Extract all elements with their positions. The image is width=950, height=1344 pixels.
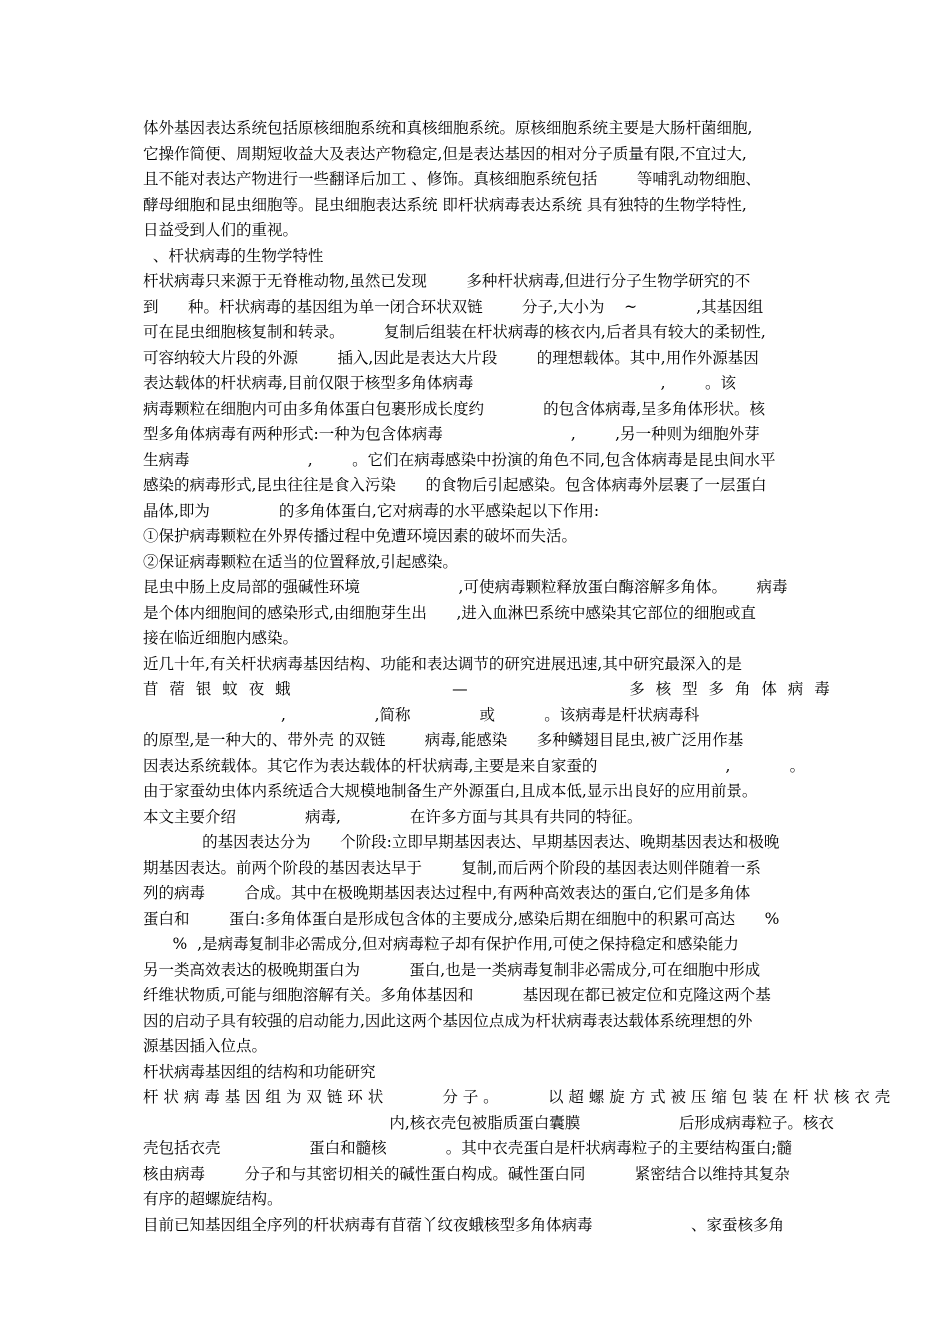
section-heading: 、杆状病毒的生物学特性 bbox=[143, 246, 324, 265]
text-line: 内,核衣壳包被脂质蛋白囊膜 后形成病毒粒子。核衣 bbox=[143, 1113, 834, 1132]
text-line: 感染的病毒形式,昆虫往往是食入污染 的食物后引起感染。包含体病毒外层裹了一层蛋白 bbox=[143, 476, 767, 494]
text-line: 苜 蓿 银 蚊 夜 蛾 — 多 核 型 多 角 体 病 毒 bbox=[143, 680, 833, 698]
text-line: 的原型,是一种大的、带外壳 的双链 病毒,能感染 多种鳞翅目昆虫,被广泛用作基 bbox=[143, 731, 744, 749]
text-line: 表达载体的杆状病毒,目前仅限于核型多角体病毒 , 。该 bbox=[143, 374, 736, 392]
text-line: % ,是病毒复制非必需成分,但对病毒粒子却有保护作用,可使之保持稳定和感染能力 bbox=[143, 935, 739, 953]
text-line: 可在昆虫细胞核复制和转录。 复制后组装在杆状病毒的核衣内,后者具有较大的柔韧性, bbox=[143, 323, 766, 341]
text-line: 酵母细胞和昆虫细胞等。昆虫细胞表达系统 即杆状病毒表达系统 具有独特的生物学特性, bbox=[143, 195, 747, 214]
section-heading: 杆状病毒基因组的结构和功能研究 bbox=[143, 1062, 376, 1081]
text-line: 因表达系统载体。其它作为表达载体的杆状病毒,主要是来自家蚕的 , 。 bbox=[143, 756, 806, 775]
text-line: 因的启动子具有较强的启动能力,因此这两个基因位点成为杆状病毒表达载体系统理想的外 bbox=[143, 1011, 753, 1030]
text-line: 期基因表达。前两个阶段的基因表达早于 复制,而后两个阶段的基因表达则伴随着一系 bbox=[143, 858, 761, 877]
text-line: 它操作简便、周期短收益大及表达产物稳定,但是表达基因的相对分子质量有限,不宜过大, bbox=[143, 144, 747, 163]
text-line: 源基因插入位点。 bbox=[143, 1037, 268, 1055]
document-page bbox=[143, 116, 891, 1238]
text-line: 有序的超螺旋结构。 bbox=[143, 1190, 283, 1208]
text-line: 型多角体病毒有两种形式:一种为包含体病毒 , ,另一种则为细胞外芽 bbox=[143, 425, 760, 443]
text-line: 近几十年,有关杆状病毒基因结构、功能和表达调节的研究进展迅速,其中研究最深入的是 bbox=[143, 654, 742, 673]
text-line: 杆 状 病 毒 基 因 组 为 双 链 环 状 分 子 。 以 超 螺 旋 方 式 被 压 缩 包 装 在 杆 状 核 衣 壳 bbox=[143, 1088, 891, 1106]
text-line: 昆虫中肠上皮局部的强碱性环境 ,可使病毒颗粒释放蛋白酶溶解多角体。 病毒 bbox=[143, 578, 788, 596]
text-line: 的基因表达分为 个阶段:立即早期基因表达、早期基因表达、晚期基因表达和极晚 bbox=[143, 833, 780, 851]
text-line: 晶体,即为 的多角体蛋白,它对病毒的水平感染起以下作用: bbox=[143, 501, 600, 520]
text-line: 另一类高效表达的极晚期蛋白为 蛋白,也是一类病毒复制非必需成分,可在细胞中形成 bbox=[143, 960, 761, 979]
text-line: 生病毒 , 。它们在病毒感染中扮演的角色不同,包含体病毒是昆虫间水平 bbox=[143, 450, 776, 469]
list-item: ②保证病毒颗粒在适当的位置释放,引起感染。 bbox=[143, 552, 458, 571]
text-line: , ,简称 或 。该病毒是杆状病毒科 bbox=[143, 705, 700, 724]
text-line: 杆状病毒只来源于无脊椎动物,虽然已发现 多种杆状病毒,但进行分子生物学研究的不 bbox=[143, 272, 751, 290]
text-line: 本文主要介绍 病毒, 在许多方面与其具有共同的特征。 bbox=[143, 807, 643, 826]
text-line: 壳包括衣壳 蛋白和髓核 。其中衣壳蛋白是杆状病毒粒子的主要结构蛋白;髓 bbox=[143, 1139, 793, 1157]
text-line: 核由病毒 分子和与其密切相关的碱性蛋白构成。碱性蛋白同 紧密结合以维持其复杂 bbox=[143, 1164, 790, 1183]
text-line: 病毒颗粒在细胞内可由多角体蛋白包裹形成长度约 的包含体病毒,呈多角体形状。核 bbox=[143, 399, 766, 418]
text-line: 且不能对表达产物进行一些翻译后加工 、修饰。真核细胞系统包括 等哺乳动物细胞、 bbox=[143, 170, 761, 188]
list-item: ①保护病毒颗粒在外界传播过程中免遭环境因素的破坏而失活。 bbox=[143, 527, 578, 545]
text-line: 到 种。杆状病毒的基因组为单一闭合环状双链 分子,大小为 ~ ,其基因组 bbox=[143, 297, 764, 316]
text-line: 由于家蚕幼虫体内系统适合大规模地制备生产外源蛋白,且成本低,显示出良好的应用前景。 bbox=[143, 782, 758, 800]
text-line: 目前已知基因组全序列的杆状病毒有苜蓿丫纹夜蛾核型多角体病毒 、家蚕核多角 bbox=[143, 1215, 785, 1234]
text-line: 纤维状物质,可能与细胞溶解有关。多角体基因和 基因现在都已被定位和克隆这两个基 bbox=[143, 986, 771, 1004]
text-line: 是个体内细胞间的感染形式,由细胞芽生出 ,进入血淋巴系统中感染其它部位的细胞或直 bbox=[143, 603, 756, 622]
text-line: 日益受到人们的重视。 bbox=[143, 221, 299, 239]
text-line: 体外基因表达系统包括原核细胞系统和真核细胞系统。原核细胞系统主要是大肠杆菌细胞, bbox=[143, 119, 753, 137]
text-line: 蛋白和 蛋白:多角体蛋白是形成包含体的主要成分,感染后期在细胞中的积累可高达 % bbox=[143, 909, 780, 928]
text-line: 接在临近细胞内感染。 bbox=[143, 629, 299, 647]
text-line: 列的病毒 合成。其中在极晚期基因表达过程中,有两种高效表达的蛋白,它们是多角体 bbox=[143, 884, 751, 902]
text-line: 可容纳较大片段的外源 插入,因此是表达大片段 的理想载体。其中,用作外源基因 bbox=[143, 348, 759, 367]
